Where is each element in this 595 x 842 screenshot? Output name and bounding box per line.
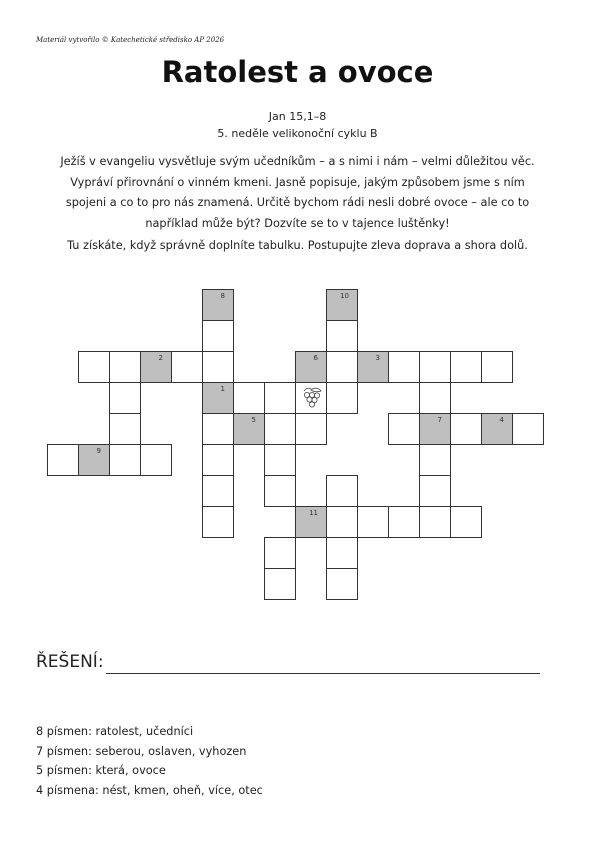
- crossword-cell[interactable]: [326, 506, 358, 538]
- crossword-cell[interactable]: [419, 475, 451, 507]
- crossword-cell[interactable]: [233, 382, 265, 414]
- crossword-cell[interactable]: [202, 413, 234, 445]
- crossword-cell[interactable]: [264, 537, 296, 569]
- crossword-start-cell-10[interactable]: [326, 289, 358, 321]
- crossword-cell[interactable]: [419, 444, 451, 476]
- crossword-start-cell-3[interactable]: [357, 351, 389, 383]
- crossword-cell[interactable]: [326, 382, 358, 414]
- crossword-cell[interactable]: [109, 413, 141, 445]
- crossword-cell[interactable]: [419, 506, 451, 538]
- word-list-item: 5 písmen: která, ovoce: [36, 764, 166, 777]
- crossword-cell[interactable]: [264, 444, 296, 476]
- word-list: [36, 722, 263, 800]
- crossword-cell[interactable]: [419, 351, 451, 383]
- page-title: Ratolest a ovoce: [161, 55, 434, 89]
- grape-icon: [299, 386, 327, 410]
- crossword-start-cell-7[interactable]: [419, 413, 451, 445]
- crossword-start-cell-4[interactable]: [481, 413, 513, 445]
- crossword-cell[interactable]: [326, 537, 358, 569]
- crossword-cell[interactable]: [109, 351, 141, 383]
- clue-number: 2: [158, 354, 163, 362]
- crossword-cell[interactable]: [357, 506, 389, 538]
- crossword-cell[interactable]: [481, 351, 513, 383]
- crossword-start-cell-1[interactable]: [202, 382, 234, 414]
- crossword-start-cell-5[interactable]: [233, 413, 265, 445]
- crossword-cell[interactable]: [388, 351, 420, 383]
- crossword-cell[interactable]: [388, 413, 420, 445]
- crossword-cell[interactable]: [264, 568, 296, 600]
- crossword-cell[interactable]: [202, 351, 234, 383]
- crossword-cell[interactable]: [450, 506, 482, 538]
- solution-label: ŘEŠENÍ:: [36, 652, 104, 672]
- clue-number: 3: [375, 354, 380, 362]
- crossword-cell[interactable]: [109, 444, 141, 476]
- crossword-cell[interactable]: [202, 444, 234, 476]
- crossword-start-cell-2[interactable]: [140, 351, 172, 383]
- clue-number: 6: [313, 354, 318, 362]
- crossword-cell[interactable]: [171, 351, 203, 383]
- crossword-cell[interactable]: [512, 413, 544, 445]
- credit-line: Materiál vytvořilo © Katechetické středisko AP 2026: [36, 36, 225, 44]
- bible-reference: Jan 15,1–8: [268, 110, 327, 123]
- crossword-start-cell-9[interactable]: [78, 444, 110, 476]
- intro-line: spojeni a co to pro nás znamená. Určitě bychom rádi nesli dobré ovoce – ale co to: [65, 196, 530, 209]
- crossword-start-cell-11[interactable]: [295, 506, 327, 538]
- clue-number: 9: [96, 447, 101, 455]
- word-list-item: 8 písmen: ratolest, učedníci: [36, 725, 194, 738]
- intro-line: Vypráví přirovnání o vinném kmeni. Jasně popisuje, jakým způsobem jsme s ním: [70, 175, 525, 189]
- crossword-cell[interactable]: [202, 506, 234, 538]
- clue-number: 8: [220, 292, 225, 300]
- clue-number: 11: [309, 509, 318, 517]
- crossword-cell[interactable]: [326, 475, 358, 507]
- crossword-cell[interactable]: [326, 568, 358, 600]
- clue-number: 10: [340, 292, 349, 300]
- crossword-start-cell-8[interactable]: [202, 289, 234, 321]
- intro-line: například může být? Dozvíte se to v tajence luštěnky!: [145, 216, 450, 230]
- crossword-cell[interactable]: [450, 413, 482, 445]
- word-list-item: 4 písmena: nést, kmen, oheň, více, otec: [36, 783, 263, 797]
- intro-line: Ježíš v evangeliu vysvětluje svým učedníkům – a s nimi i nám – velmi důležitou věc.: [60, 155, 535, 168]
- crossword-cell[interactable]: [264, 475, 296, 507]
- crossword-start-cell-6[interactable]: [295, 351, 327, 383]
- crossword-cell[interactable]: [326, 320, 358, 352]
- crossword-cell[interactable]: [264, 413, 296, 445]
- intro-paragraph: [40, 152, 555, 234]
- crossword-cell[interactable]: [388, 506, 420, 538]
- word-list-item: 7 písmen: seberou, oslaven, vyhozen: [36, 744, 247, 758]
- crossword-cell[interactable]: [78, 351, 110, 383]
- instruction-text: Tu získáte, když správně doplníte tabulku. Postupujte zleva doprava a shora dolů.: [67, 239, 528, 252]
- crossword-cell[interactable]: [202, 475, 234, 507]
- clue-number: 5: [251, 416, 256, 424]
- crossword-cell[interactable]: [326, 351, 358, 383]
- crossword-cell[interactable]: [264, 382, 296, 414]
- clue-number: 1: [220, 385, 225, 393]
- crossword-cell[interactable]: [202, 320, 234, 352]
- clue-number: 7: [437, 416, 442, 424]
- crossword-cell[interactable]: [47, 444, 79, 476]
- crossword-cell[interactable]: [419, 382, 451, 414]
- crossword-cell[interactable]: [140, 444, 172, 476]
- crossword-cell[interactable]: [295, 413, 327, 445]
- clue-number: 4: [499, 416, 504, 424]
- crossword-cell[interactable]: [109, 382, 141, 414]
- solution-answer-line[interactable]: [106, 673, 540, 674]
- crossword-cell[interactable]: [450, 351, 482, 383]
- liturgical-occasion: 5. neděle velikonoční cyklu B: [217, 127, 378, 140]
